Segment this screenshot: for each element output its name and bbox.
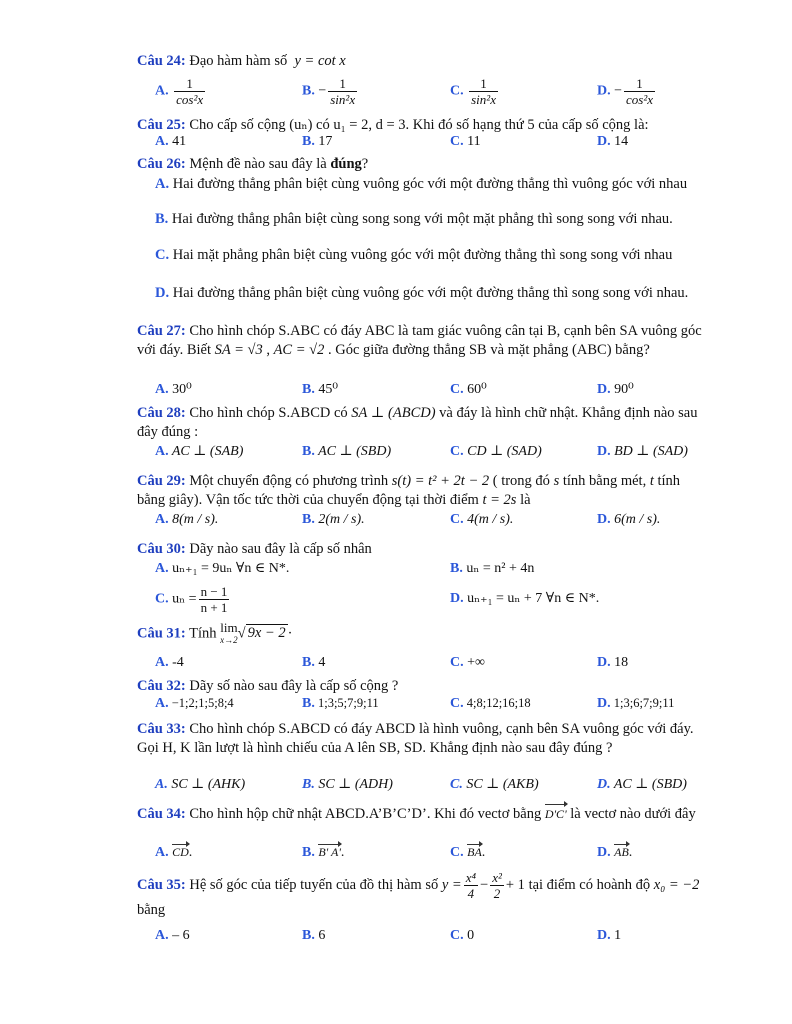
option-c[interactable]: C. 4;8;12;16;18	[450, 696, 531, 711]
option-c[interactable]: C. uₙ = $\frac{n - 1}{n + 1}$	[155, 584, 228, 615]
options-33	[155, 776, 715, 798]
option-d[interactable]: D. 1;3;6;7;9;11	[597, 696, 675, 711]
option-c[interactable]: C. 4(m / s).	[450, 512, 514, 527]
option-b[interactable]: B. 6	[302, 928, 326, 943]
option-c[interactable]: C. 11	[450, 134, 481, 149]
option-b[interactable]: B. 1;3;5;7;9;11	[302, 696, 379, 711]
question-30: Câu 30: Dãy nào sau đây là cấp số nhân	[137, 541, 372, 557]
option-a[interactable]: A. AC ⊥ (SAB)	[155, 444, 244, 459]
option-b[interactable]: B. − $\frac{1}{\text{sin²x}}$	[302, 76, 356, 107]
question-26: Câu 26: Mệnh đề nào sau đây là đúng?	[137, 156, 369, 172]
question-24	[137, 52, 707, 71]
option-d[interactable]: D. 18	[597, 655, 629, 670]
vector-dc: D'C'	[545, 805, 567, 824]
option-d[interactable]: D. 1	[597, 928, 622, 943]
option-a[interactable]: A. 8(m / s).	[155, 512, 219, 527]
question-34: Câu 34: Cho hình hộp chữ nhật ABCD.A’B’C’D’. Khi đó vectơ bằng D'C' là vectơ nào dưới đây	[137, 806, 696, 822]
option-b[interactable]: B. SC ⊥ (ADH)	[302, 777, 393, 792]
question-31: Câu 31: Tính lim x→2 √ 9x − 2 ·	[137, 620, 293, 645]
question-25: Câu 25: Cho cấp số cộng (uₙ) có u₁ = 2, d = 3. Khi đó số hạng thứ 5 của cấp số cộng là:	[137, 117, 649, 133]
option-b[interactable]: B. AC ⊥ (SBD)	[302, 444, 392, 459]
option-a[interactable]: A. −1;2;1;5;8;4	[155, 696, 234, 711]
option-b[interactable]: B. 4	[302, 655, 326, 670]
question-29: Câu 29: Một chuyển động có phương trình s(t) = t² + 2t − 2 ( trong đó s tính bằng mét, t tính bằng giây). Vận tốc tức thời của chuyển động tại thời điểm t = 2s là	[137, 473, 681, 508]
option-d[interactable]: D. 14	[597, 134, 629, 149]
options-31	[155, 655, 715, 677]
option-b[interactable]: B. Hai đường thẳng phân biệt cùng song song với một mặt phẳng thì song song với nhau.	[155, 211, 673, 227]
option-a[interactable]: A. 41	[155, 134, 187, 149]
options-35	[155, 928, 715, 950]
option-d[interactable]: D. 90⁰	[597, 382, 634, 397]
question-33: Câu 33: Cho hình chóp S.ABCD có đáy ABCD là hình vuông, cạnh bên SA vuông góc với đáy. Gọi H, K lần lượt là hình chiếu của A lên SB, SD. Khẳng định nào sau đây đúng ?	[137, 721, 694, 756]
option-a[interactable]: A. $\frac{1}{\text{cos²x}}$	[155, 76, 204, 107]
option-c[interactable]: C. Hai mặt phẳng phân biệt cùng vuông góc với một đường thẳng thì song song với nhau	[155, 247, 673, 263]
option-c[interactable]: C. 0	[450, 928, 475, 943]
option-b[interactable]: B. 17	[302, 134, 333, 149]
option-b[interactable]: B. uₙ = n² + 4n	[450, 561, 535, 576]
question-35: Câu 35: Hệ số góc của tiếp tuyến của đồ thị hàm số y = $\frac{\text{x⁴}}{4}$ − $\frac{\text{x²}}{2}$ + 1 tại điểm có hoành độ x₀ = −2 bằng	[137, 870, 700, 918]
options-27	[155, 381, 715, 403]
option-a[interactable]: A. Hai đường thẳng phân biệt cùng vuông góc với một đường thẳng thì vuông góc với nhau	[155, 176, 688, 192]
option-c[interactable]: C. +∞	[450, 655, 486, 670]
option-c[interactable]: C. SC ⊥ (AKB)	[450, 777, 539, 792]
function-expr: y = cot x	[294, 53, 346, 69]
options-28	[155, 443, 715, 465]
option-a[interactable]: A. CD.	[155, 845, 193, 860]
option-a[interactable]: A. 30⁰	[155, 382, 192, 397]
question-number: Câu 24:	[137, 53, 186, 69]
option-a[interactable]: A. SC ⊥ (AHK)	[155, 777, 246, 792]
limit-expr: lim x→2	[220, 620, 238, 645]
options-25	[155, 134, 715, 156]
option-d[interactable]: D. 6(m / s).	[597, 512, 661, 527]
option-d[interactable]: D. uₙ₊₁ = uₙ + 7 ∀n ∈ N*.	[450, 591, 600, 606]
option-d[interactable]: D. AB.	[597, 845, 633, 860]
option-c[interactable]: C. CD ⊥ (SAD)	[450, 444, 542, 459]
question-27: Câu 27: Cho hình chóp S.ABC có đáy ABC là tam giác vuông cân tại B, cạnh bên SA vuông góc với đáy. Biết SA = √3 , AC = √2 . Góc giữa đường thẳng SB và mặt phẳng (ABC) bằng?	[137, 323, 702, 358]
options-24	[155, 76, 715, 112]
options-30-row1	[155, 560, 715, 582]
question-text: Đạo hàm hàm số	[189, 53, 288, 69]
option-c[interactable]: C. BA.	[450, 845, 486, 860]
options-34	[155, 845, 715, 867]
option-c[interactable]: C. $\frac{1}{\text{sin²x}}$	[450, 76, 496, 107]
option-d[interactable]: D. − $\frac{1}{\text{cos²x}}$	[597, 76, 654, 107]
option-a[interactable]: A. -4	[155, 655, 184, 670]
option-a[interactable]: A. uₙ₊₁ = 9uₙ ∀n ∈ N*.	[155, 561, 290, 576]
option-d[interactable]: D. BD ⊥ (SAD)	[597, 444, 688, 459]
option-b[interactable]: B. 45⁰	[302, 382, 338, 397]
option-b[interactable]: B. 2(m / s).	[302, 512, 365, 527]
option-b[interactable]: B. B' A'.	[302, 845, 345, 860]
option-c[interactable]: C. 60⁰	[450, 382, 487, 397]
option-d[interactable]: D. AC ⊥ (SBD)	[597, 777, 687, 792]
option-d[interactable]: D. Hai đường thẳng phân biệt cùng vuông góc với một đường thẳng thì song song với nhau.	[155, 285, 689, 301]
option-a[interactable]: A. – 6	[155, 928, 190, 943]
question-32: Câu 32: Dãy số nào sau đây là cấp số cộng ?	[137, 678, 399, 694]
options-29	[155, 512, 715, 534]
options-30-row2	[155, 584, 715, 620]
question-28: Câu 28: Cho hình chóp S.ABCD có SA ⊥ (ABCD) và đáy là hình chữ nhật. Khẳng định nào sau đây đúng :	[137, 405, 698, 440]
options-32	[155, 696, 715, 718]
